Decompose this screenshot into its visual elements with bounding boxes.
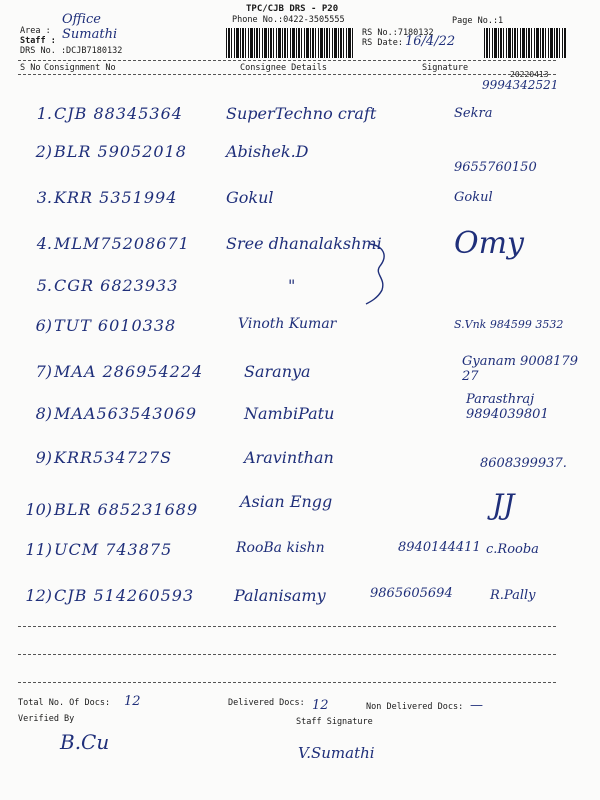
- row-number: 4.: [36, 234, 52, 253]
- signature: c.Rooba: [486, 542, 539, 557]
- row-number: 8): [35, 404, 52, 423]
- consignee-name: ": [288, 276, 296, 295]
- consignee-name: Palanisamy: [234, 586, 326, 605]
- row-number: 7): [35, 362, 52, 381]
- total-docs-label: Total No. Of Docs:: [18, 698, 111, 708]
- signature: 9655760150: [454, 160, 537, 175]
- consignment-number: MAA563543069: [54, 404, 198, 423]
- consignee-name: Vinoth Kumar: [238, 316, 337, 332]
- consignment-number: MAA 286954224: [54, 362, 204, 381]
- consignment-number: CGR 6823933: [54, 276, 179, 295]
- verifier-signature: B.Cu: [60, 730, 110, 754]
- list-item: [0, 316, 600, 346]
- delivered-docs-value: 12: [312, 698, 329, 713]
- column-header-consignee: Consignee Details: [240, 63, 327, 73]
- page-number: Page No.:1: [452, 16, 504, 26]
- rs-date-value: 16/4/22: [405, 34, 456, 49]
- top-phone: 9994342521: [482, 78, 559, 92]
- area-label: Area :: [20, 26, 51, 36]
- row-number: 6): [35, 316, 52, 335]
- signature: 8608399937.: [480, 456, 567, 471]
- signature: Gyanam 9008179 27: [462, 354, 578, 384]
- consignee-phone: 8940144411: [398, 540, 481, 555]
- column-header-consignment: Consignment No: [44, 63, 116, 73]
- consignee-name: SuperTechno craft: [226, 104, 377, 123]
- consignment-number: KRR534727S: [54, 448, 173, 467]
- signature: R.Pally: [490, 588, 536, 603]
- date-stamp: 20220413: [510, 70, 549, 79]
- row-number: 5.: [36, 276, 52, 295]
- document-title: TPC/CJB DRS - P20: [246, 4, 339, 14]
- consignment-number: CJB 514260593: [54, 586, 195, 605]
- row-number: 9): [35, 448, 52, 467]
- row-number: 2): [35, 142, 52, 161]
- area-value: Office: [62, 12, 101, 27]
- consignee-name: Saranya: [244, 362, 311, 381]
- header-divider-bottom: [18, 74, 556, 75]
- non-delivered-docs-value: —: [470, 698, 483, 713]
- non-delivered-docs-label: Non Delivered Docs:: [366, 702, 464, 712]
- staff-label: Staff :: [20, 36, 56, 46]
- list-item: [0, 276, 600, 306]
- verified-by-label: Verified By: [18, 714, 75, 724]
- consignment-number: UCM 743875: [54, 540, 173, 559]
- row-number: 11): [25, 540, 52, 559]
- list-item: [0, 188, 600, 218]
- list-item: [0, 540, 600, 570]
- list-item: [0, 586, 600, 616]
- consignee-name: Gokul: [226, 188, 274, 207]
- list-item: [0, 226, 600, 264]
- consignment-number: BLR 59052018: [54, 142, 187, 161]
- list-item: [0, 448, 600, 478]
- consignment-number: TUT 6010338: [54, 316, 177, 335]
- consignee-name: NambiPatu: [244, 404, 335, 423]
- list-item: [0, 354, 600, 392]
- total-docs-value: 12: [124, 694, 141, 709]
- barcode-left: [226, 28, 354, 58]
- consignee-phone: 9865605694: [370, 586, 453, 601]
- staff-signature-label: Staff Signature: [296, 717, 373, 727]
- consignment-number: KRR 5351994: [54, 188, 178, 207]
- blank-line: [18, 626, 556, 627]
- header-divider-top: [18, 60, 556, 61]
- signature: Omy: [454, 226, 524, 261]
- list-item: [0, 104, 600, 134]
- consignee-name: Aravinthan: [244, 448, 334, 467]
- list-item: [0, 142, 600, 175]
- consignee-name: Sree dhanalakshmi: [226, 234, 382, 253]
- consignee-name: Asian Engg: [240, 492, 333, 511]
- delivered-docs-label: Delivered Docs:: [228, 698, 305, 708]
- row-number: 1.: [36, 104, 52, 123]
- drs-number: DRS No. :DCJB7180132: [20, 46, 123, 56]
- list-item: [0, 392, 600, 434]
- signature: JJ: [492, 488, 515, 521]
- barcode-right: [484, 28, 566, 58]
- consignee-name: RooBa kishn: [236, 540, 325, 556]
- row-number: 10): [25, 500, 52, 519]
- blank-line: [18, 654, 556, 655]
- row-number: 3.: [36, 188, 52, 207]
- column-header-sno: S No: [20, 63, 41, 73]
- phone-number: Phone No.:0422-3505555: [232, 15, 345, 25]
- staff-value: Sumathi: [62, 27, 118, 42]
- consignment-number: CJB 88345364: [54, 104, 183, 123]
- rs-date-label: RS Date:: [362, 38, 403, 48]
- consignment-number: BLR 685231689: [54, 500, 199, 519]
- signature: Parasthraj 9894039801: [466, 392, 549, 422]
- row-number: 12): [25, 586, 52, 605]
- signature: Gokul: [454, 190, 493, 205]
- column-header-signature: Signature: [422, 63, 469, 73]
- consignee-name: Abishek.D: [226, 142, 309, 161]
- rs-number: RS No.:7180132: [362, 28, 434, 38]
- staff-signature: V.Sumathi: [298, 744, 375, 762]
- signature: S.Vnk 984599 3532: [454, 318, 564, 331]
- signature: Sekra: [454, 106, 493, 121]
- list-item: [0, 488, 600, 530]
- scribble-mark: [360, 238, 400, 308]
- blank-line: [18, 682, 556, 683]
- consignment-number: MLM75208671: [54, 234, 190, 253]
